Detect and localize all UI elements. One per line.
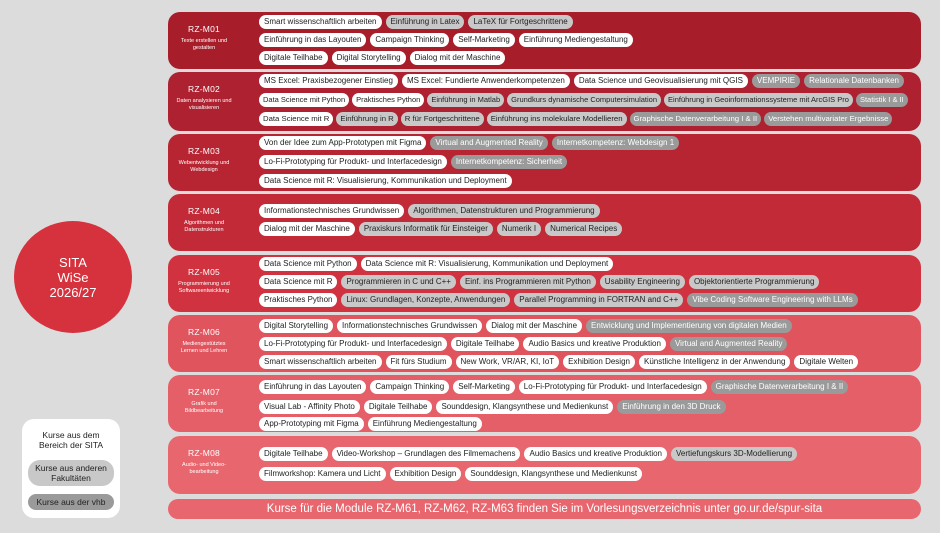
circle-line-2: WiSe bbox=[57, 269, 89, 285]
course-row bbox=[259, 112, 892, 126]
circle-line-1: SITA bbox=[59, 254, 87, 270]
course-pill[interactable]: MS Excel: Praxisbezogener Einstieg bbox=[259, 74, 398, 88]
course-pill[interactable]: Einführung in Latex bbox=[386, 15, 465, 29]
course-pill[interactable]: Lo-Fi-Prototyping für Produkt- und Interfacedesign bbox=[519, 380, 707, 394]
module-label bbox=[168, 255, 240, 312]
course-pill[interactable]: MS Excel: Fundierte Anwenderkompetenzen bbox=[402, 74, 570, 88]
module-description: Daten analysieren und visualisieren bbox=[176, 98, 232, 111]
module-label bbox=[168, 72, 240, 131]
course-row bbox=[259, 380, 848, 394]
course-pill[interactable]: Smart wissenschaftlich arbeiten bbox=[259, 15, 382, 29]
course-pill[interactable]: Visual Lab - Affinity Photo bbox=[259, 400, 360, 414]
course-pill[interactable]: Dialog mit der Maschine bbox=[410, 51, 506, 65]
module-label bbox=[168, 194, 240, 251]
course-pill[interactable]: Informationstechnisches Grundwissen bbox=[259, 204, 404, 218]
course-pill[interactable]: Audio Basics und kreative Produktion bbox=[524, 447, 667, 461]
course-pill[interactable]: Numerical Recipes bbox=[545, 222, 622, 236]
course-pill[interactable]: Praktisches Python bbox=[259, 293, 337, 307]
course-pill[interactable]: Einführung in Matlab bbox=[427, 93, 504, 107]
course-pill[interactable]: Smart wissenschaftlich arbeiten bbox=[259, 355, 382, 369]
module-rz-m05 bbox=[168, 255, 921, 312]
module-label bbox=[168, 436, 240, 494]
legend-sita: Kurse aus dem Bereich der SITA bbox=[28, 427, 114, 453]
course-pill[interactable]: Programmieren in C und C++ bbox=[341, 275, 456, 289]
course-row bbox=[259, 93, 908, 107]
course-pill[interactable]: Praxiskurs Informatik für Einsteiger bbox=[359, 222, 493, 236]
course-pill[interactable]: Data Science mit Python bbox=[259, 93, 349, 107]
sita-semester-circle bbox=[14, 221, 132, 333]
module-code: RZ-M06 bbox=[188, 327, 220, 337]
course-pill[interactable]: R für Fortgeschrittene bbox=[401, 112, 484, 126]
course-pill[interactable]: Entwicklung und Implementierung von digitalen Medien bbox=[586, 319, 792, 333]
course-pill[interactable]: VEMPIRIE bbox=[752, 74, 800, 88]
course-pill[interactable]: Praktisches Python bbox=[352, 93, 424, 107]
module-label bbox=[168, 134, 240, 191]
course-pill[interactable]: Linux: Grundlagen, Konzepte, Anwendungen bbox=[341, 293, 510, 307]
course-pill[interactable]: Relationale Datenbanken bbox=[804, 74, 904, 88]
course-pill[interactable]: Digitale Teilhabe bbox=[259, 447, 328, 461]
course-pill[interactable]: Grundkurs dynamische Computersimulation bbox=[507, 93, 661, 107]
module-label bbox=[168, 375, 240, 432]
course-pill[interactable]: Video-Workshop – Grundlagen des Filmemachens bbox=[332, 447, 521, 461]
course-pill[interactable]: Dialog mit der Maschine bbox=[486, 319, 582, 333]
course-pill[interactable]: Exhibition Design bbox=[390, 467, 462, 481]
course-pill[interactable]: Verstehen multivariater Ergebnisse bbox=[764, 112, 892, 126]
module-label bbox=[168, 12, 240, 69]
module-description: Grafik und Bildbearbeitung bbox=[184, 401, 224, 414]
course-row bbox=[259, 174, 512, 188]
module-description: Mediengestütztes Lernen und Lehren bbox=[180, 341, 228, 354]
legend-vhb: Kurse aus der vhb bbox=[28, 494, 114, 510]
course-row bbox=[259, 204, 600, 218]
module-description: Programmierung und Softwareentwicklung bbox=[178, 281, 230, 294]
course-pill[interactable]: Sounddesign, Klangsynthese und Medienkunst bbox=[436, 400, 613, 414]
course-pill[interactable]: Digitale Teilhabe bbox=[364, 400, 433, 414]
course-pill[interactable]: Internetkompetenz: Webdesign 1 bbox=[552, 136, 679, 150]
module-description: Texte erstellen und gestalten bbox=[180, 38, 228, 51]
course-row bbox=[259, 51, 505, 65]
course-row bbox=[259, 417, 482, 431]
course-pill[interactable]: Objektorientierte Programmierung bbox=[689, 275, 820, 289]
course-pill[interactable]: Audio Basics und kreative Produktion bbox=[523, 337, 666, 351]
course-pill[interactable]: Künstliche Intelligenz in der Anwendung bbox=[639, 355, 790, 369]
course-row bbox=[259, 136, 679, 150]
course-pill[interactable]: Dialog mit der Maschine bbox=[259, 222, 355, 236]
course-row bbox=[259, 319, 792, 333]
course-pill[interactable]: Digitale Welten bbox=[794, 355, 858, 369]
module-label bbox=[168, 315, 240, 372]
module-rz-m01 bbox=[168, 12, 921, 69]
module-rz-m07 bbox=[168, 375, 921, 432]
course-pill[interactable]: Self-Marketing bbox=[453, 380, 515, 394]
module-rz-m03 bbox=[168, 134, 921, 191]
module-description: Audio- und Video-bearbeitung bbox=[182, 462, 226, 475]
course-row bbox=[259, 15, 573, 29]
course-pill[interactable]: Einführung Mediengestaltung bbox=[519, 33, 633, 47]
course-row bbox=[259, 355, 858, 369]
course-pill[interactable]: Einführung ins molekulare Modellieren bbox=[487, 112, 627, 126]
course-pill[interactable]: Exhibition Design bbox=[563, 355, 635, 369]
module-code: RZ-M02 bbox=[188, 84, 220, 94]
course-row bbox=[259, 74, 904, 88]
course-row bbox=[259, 400, 726, 414]
course-pill[interactable]: Lo-Fi-Prototyping für Produkt- und Interfacedesign bbox=[259, 155, 447, 169]
course-pill[interactable]: Statistik I & II bbox=[856, 93, 908, 107]
course-pill[interactable]: Data Science mit R: Visualisierung, Kommunikation und Deployment bbox=[259, 174, 512, 188]
course-row bbox=[259, 293, 858, 307]
module-description: Algorithmen und Datenstrukturen bbox=[183, 220, 225, 233]
circle-line-3: 2026/27 bbox=[49, 284, 97, 300]
course-pill[interactable]: Virtual and Augmented Reality bbox=[670, 337, 787, 351]
course-pill[interactable]: Numerik I bbox=[497, 222, 541, 236]
course-pill[interactable]: Lo-Fi-Prototyping für Produkt- und Interfacedesign bbox=[259, 337, 447, 351]
course-pill[interactable]: Data Science mit R bbox=[259, 275, 337, 289]
course-pill[interactable]: Digitale Teilhabe bbox=[259, 51, 328, 65]
module-description: Webentwicklung und Webdesign bbox=[178, 160, 230, 173]
course-pill[interactable]: Filmworkshop: Kamera und Licht bbox=[259, 467, 386, 481]
course-pill[interactable]: Vertiefungskurs 3D-Modellierung bbox=[671, 447, 797, 461]
course-pill[interactable]: Einführung in das Layouten bbox=[259, 380, 366, 394]
course-pill[interactable]: Self-Marketing bbox=[453, 33, 515, 47]
footer-note: Kurse für die Module RZ-M61, RZ-M62, RZ-M63 finden Sie im Vorlesungsverzeichnis unter go.ur.de/spur-sita bbox=[168, 499, 921, 519]
course-pill[interactable]: Graphische Datenverarbeitung I & II bbox=[711, 380, 849, 394]
course-pill[interactable]: Einführung in R bbox=[336, 112, 397, 126]
module-rz-m04 bbox=[168, 194, 921, 251]
course-row bbox=[259, 257, 613, 271]
course-pill[interactable]: Graphische Datenverarbeitung I & II bbox=[630, 112, 762, 126]
course-row bbox=[259, 467, 642, 481]
course-row bbox=[259, 222, 622, 236]
legend bbox=[22, 419, 120, 518]
course-pill[interactable]: Sounddesign, Klangsynthese und Medienkunst bbox=[465, 467, 642, 481]
course-pill[interactable]: Campaign Thinking bbox=[370, 33, 449, 47]
course-pill[interactable]: Digitale Teilhabe bbox=[451, 337, 520, 351]
course-pill[interactable]: Einführung Mediengestaltung bbox=[368, 417, 482, 431]
course-pill[interactable]: Parallel Programming in FORTRAN and C++ bbox=[514, 293, 683, 307]
course-row bbox=[259, 447, 797, 461]
module-rz-m08 bbox=[168, 436, 921, 494]
module-rz-m02 bbox=[168, 72, 921, 131]
course-pill[interactable]: Digital Storytelling bbox=[332, 51, 406, 65]
course-row bbox=[259, 337, 787, 351]
module-code: RZ-M07 bbox=[188, 387, 220, 397]
course-pill[interactable]: Digital Storytelling bbox=[259, 319, 333, 333]
course-row bbox=[259, 33, 633, 47]
course-pill[interactable]: Data Science mit R bbox=[259, 112, 333, 126]
module-code: RZ-M03 bbox=[188, 146, 220, 156]
module-code: RZ-M08 bbox=[188, 448, 220, 458]
course-pill[interactable]: Campaign Thinking bbox=[370, 380, 449, 394]
module-code: RZ-M04 bbox=[188, 206, 220, 216]
course-pill[interactable]: Einführung in Geoinformationssysteme mit ArcGIS Pro bbox=[664, 93, 853, 107]
course-row bbox=[259, 155, 567, 169]
course-pill[interactable]: Internetkompetenz: Sicherheit bbox=[451, 155, 567, 169]
course-pill[interactable]: Informationstechnisches Grundwissen bbox=[337, 319, 482, 333]
module-code: RZ-M05 bbox=[188, 267, 220, 277]
course-pill[interactable]: Algorithmen, Datenstrukturen und Programmierung bbox=[408, 204, 599, 218]
course-pill[interactable]: Fit fürs Studium bbox=[386, 355, 452, 369]
course-pill[interactable]: Data Science mit R: Visualisierung, Kommunikation und Deployment bbox=[361, 257, 614, 271]
course-row bbox=[259, 275, 819, 289]
course-pill[interactable]: Einf. ins Programmieren mit Python bbox=[460, 275, 596, 289]
course-pill[interactable]: Einführung in den 3D Druck bbox=[617, 400, 725, 414]
course-pill[interactable]: Von der Idee zum App-Prototypen mit Figma bbox=[259, 136, 426, 150]
course-pill[interactable]: LaTeX für Fortgeschrittene bbox=[468, 15, 572, 29]
course-pill[interactable]: Vibe Coding Software Engineering with LLMs bbox=[687, 293, 857, 307]
module-rz-m06 bbox=[168, 315, 921, 372]
course-pill[interactable]: Usability Engineering bbox=[600, 275, 685, 289]
legend-other-faculties: Kurse aus anderen Fakultäten bbox=[28, 460, 114, 486]
course-pill[interactable]: Virtual and Augmented Reality bbox=[430, 136, 547, 150]
course-pill[interactable]: Data Science mit Python bbox=[259, 257, 357, 271]
module-code: RZ-M01 bbox=[188, 24, 220, 34]
course-pill[interactable]: New Work, VR/AR, KI, IoT bbox=[456, 355, 560, 369]
course-pill[interactable]: App-Prototyping mit Figma bbox=[259, 417, 364, 431]
course-pill[interactable]: Data Science und Geovisualisierung mit QGIS bbox=[574, 74, 748, 88]
course-pill[interactable]: Einführung in das Layouten bbox=[259, 33, 366, 47]
